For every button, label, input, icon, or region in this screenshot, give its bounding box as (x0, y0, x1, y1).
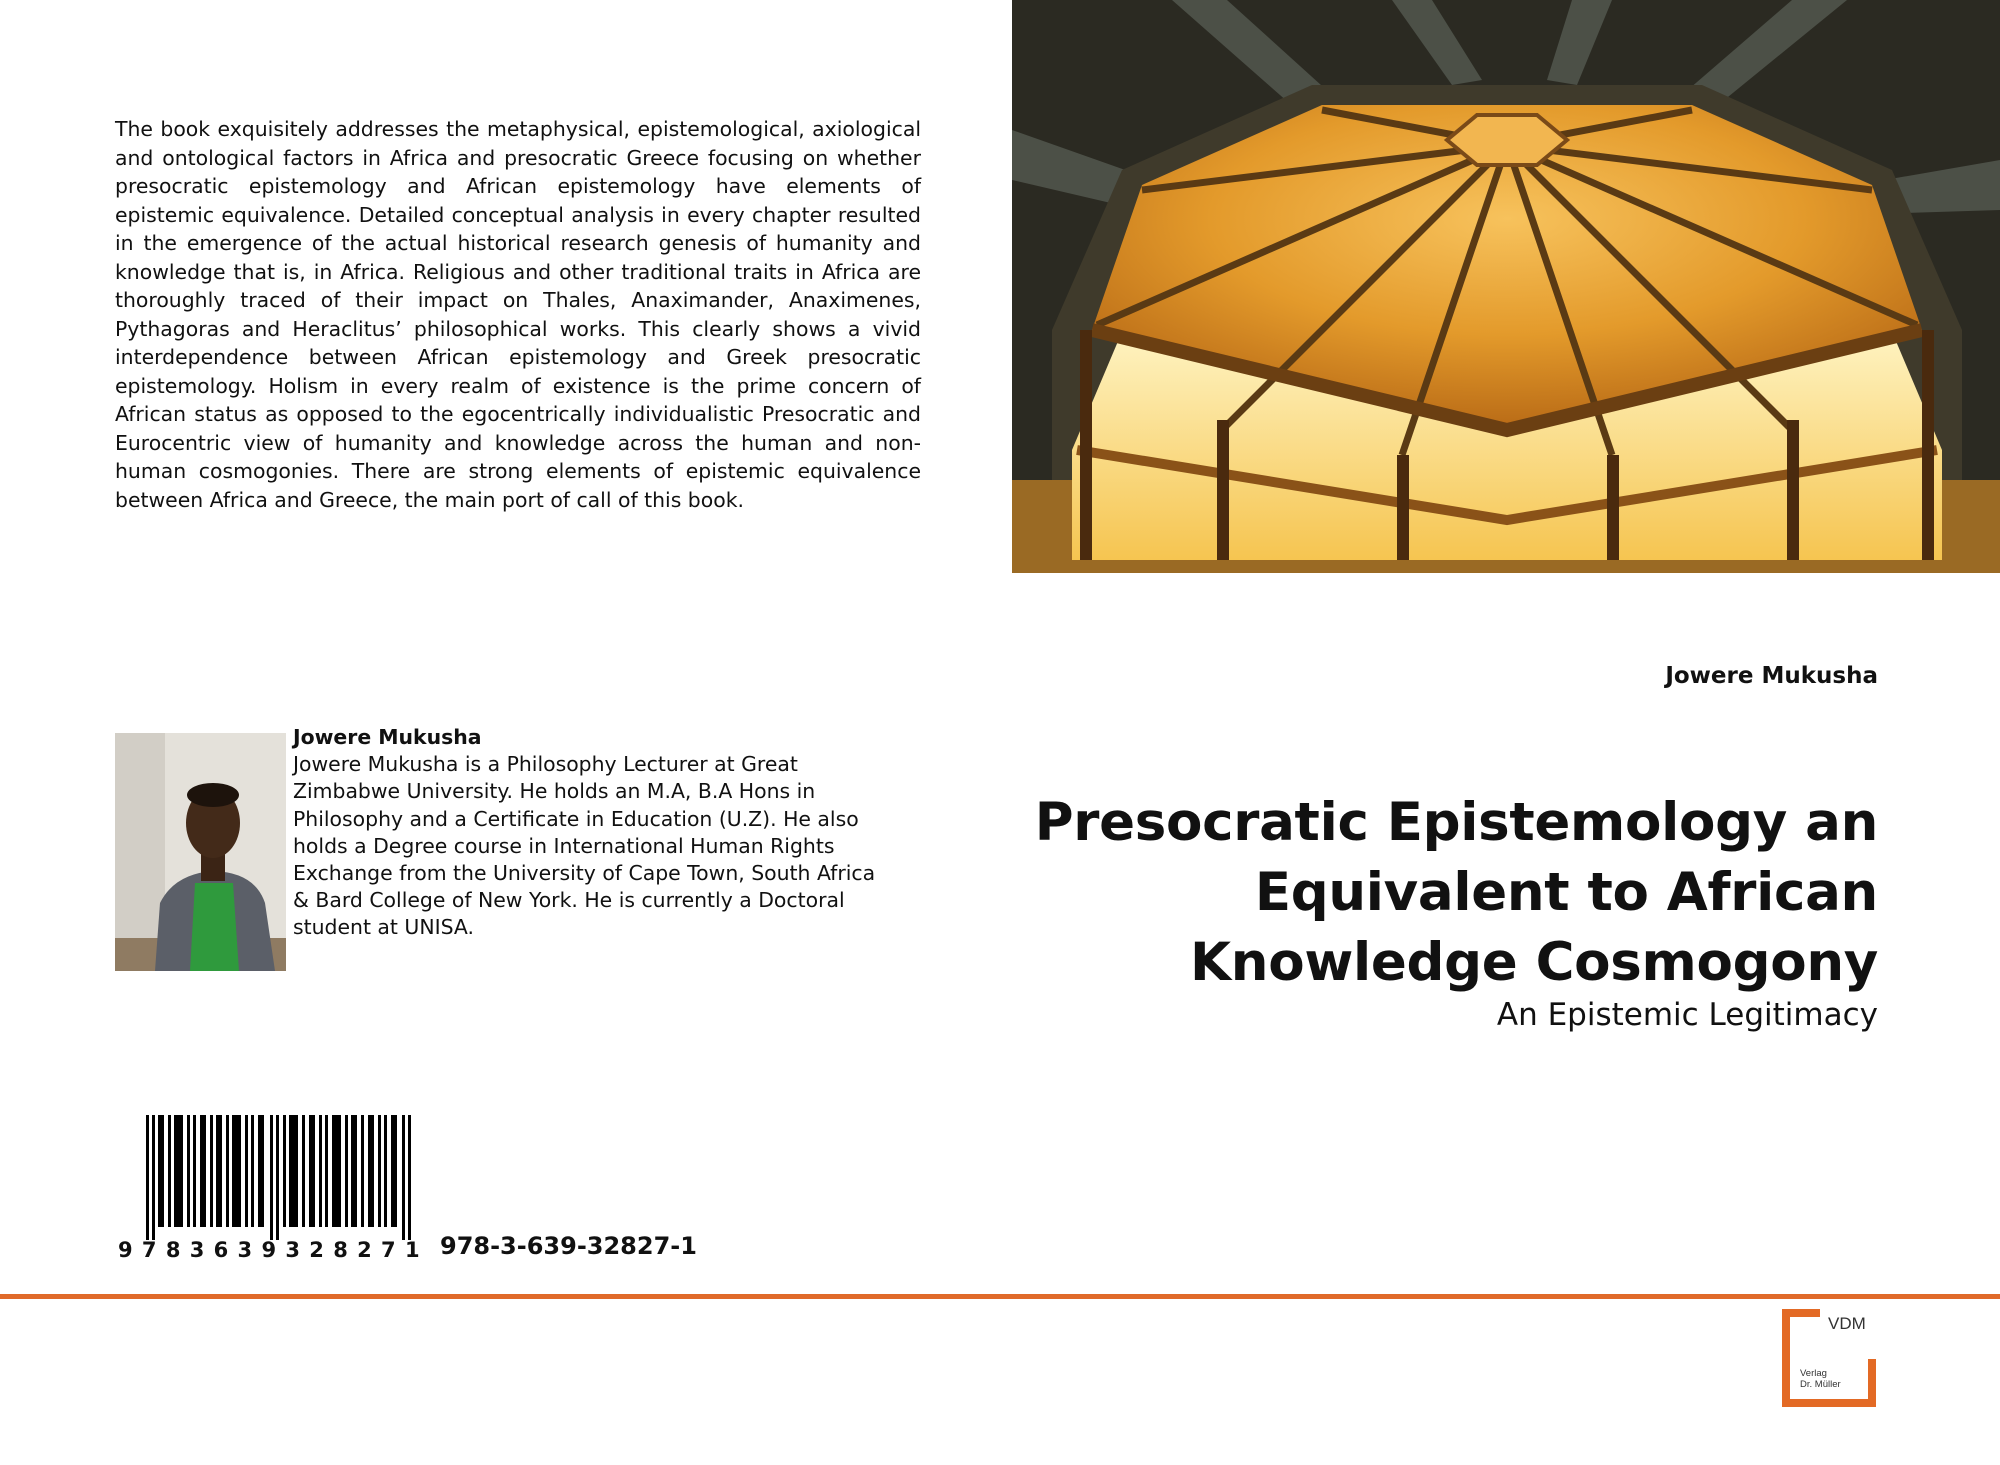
author-bio (293, 724, 893, 942)
author-photo (115, 733, 286, 971)
publisher-logo-line-1: Verlag (1800, 1368, 1827, 1379)
publisher-logo (1782, 1309, 1876, 1407)
barcode-digits: 9783639328271 (118, 1238, 429, 1262)
publisher-logo-line-2: Dr. Müller (1800, 1379, 1841, 1390)
author-bio-name: Jowere Mukusha (293, 725, 482, 749)
book-title: Presocratic Epistemology an Equivalent to African Knowledge Cosmogony (1034, 792, 1878, 993)
cover-photo (1012, 0, 2000, 573)
isbn: 978-3-639-32827-1 (440, 1232, 697, 1260)
gazebo-ceiling-image (1012, 0, 2000, 573)
cover-divider-rule (0, 1294, 2000, 1299)
front-cover-author: Jowere Mukusha (1665, 663, 1878, 689)
publisher-logo-mark: VDM (1828, 1314, 1866, 1333)
author-portrait-image (115, 733, 286, 971)
back-cover-blurb: The book exquisitely addresses the metaphysical, epistemological, axiological and ontological factors in Africa and presocratic Greece focusing on whether presocratic epistemology and African epistemology have elements of epistemic equivalence. Detailed conceptual analysis in every chapter resulted in the emergence of the actual historical research genesis of humanity and knowledge that is, in Africa. Religious and other traditional traits in Africa are thoroughly traced of their impact on Thales, Anaximander, Anaximenes, Pythagoras and Heraclitus’ philosophical works. This clearly shows a vivid interdependence between African epistemology and Greek presocratic epistemology. Holism in every realm of existence is the prime concern of African status as opposed to the egocentrically individualistic Presocratic and Eurocentric view of humanity and knowledge across the human and non- human cosmogonies. There are strong elements of epistemic equivalence between Africa and Greece, the main port of call of this book. (115, 117, 921, 512)
book-subtitle: An Epistemic Legitimacy (1496, 997, 1878, 1033)
barcode-bars (146, 1115, 416, 1240)
logo-frame-top (1782, 1309, 1820, 1317)
author-bio-text: Jowere Mukusha is a Philosophy Lecturer at Great Zimbabwe University. He holds an M.A, B.A Hons in Philosophy and a Certificate in Education (U.Z). He also holds a Degree course in International Human Rights Exchange from the University of Cape Town, South Africa & Bard College of New York. He is currently a Doctoral student at UNISA. (293, 752, 876, 940)
barcode (146, 1115, 416, 1240)
